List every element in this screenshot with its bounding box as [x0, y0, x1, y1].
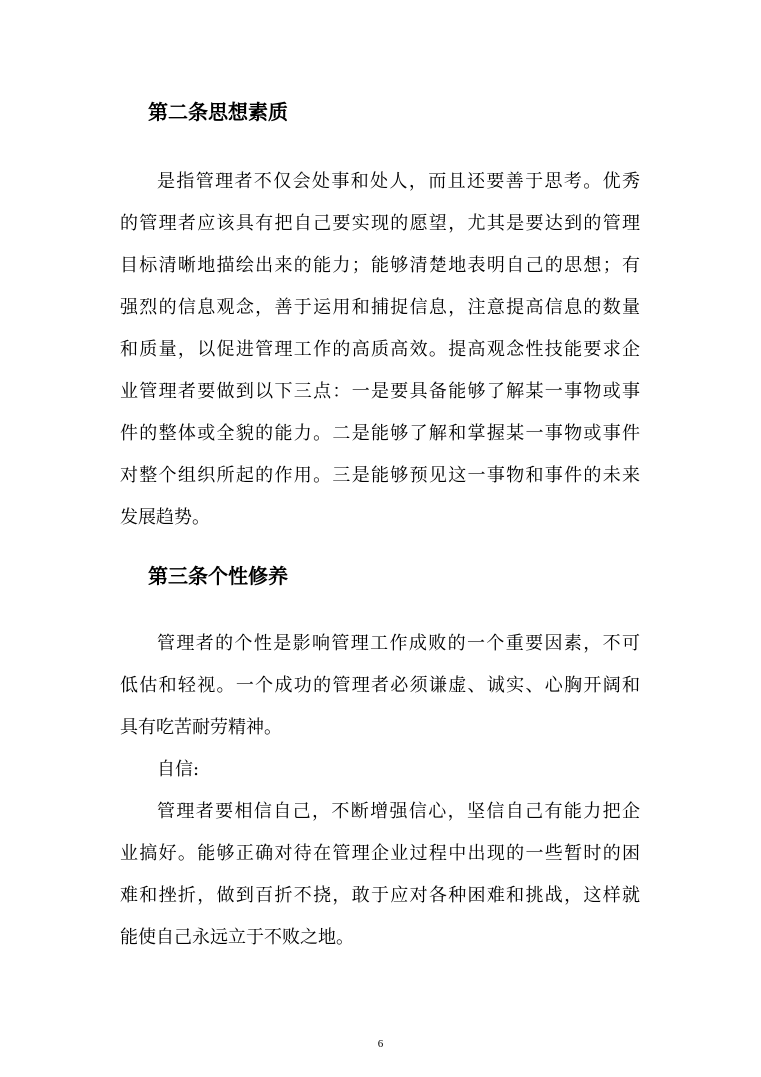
paragraph-line: 是指管理者不仅会处事和处人，而且还要善于思考。优秀 — [157, 171, 640, 192]
subheading-self-confidence: 自信: — [157, 759, 200, 780]
paragraph-line: 管理者的个性是影响管理工作成败的一个重要因素，不可 — [157, 633, 640, 654]
paragraph-line: 发展趋势。 — [120, 507, 210, 528]
paragraph-line: 和质量，以促进管理工作的高质高效。提高观念性技能要求企 — [120, 339, 640, 360]
paragraph-line: 难和挫折，做到百折不挠，敢于应对各种困难和挑战，这样就 — [120, 885, 640, 906]
paragraph-line: 能使自己永远立于不败之地。 — [120, 927, 354, 948]
paragraph-line: 的管理者应该具有把自己要实现的愿望，尤其是要达到的管理 — [120, 213, 640, 234]
paragraph-line: 件的整体或全貌的能力。二是能够了解和掌握某一事物或事件 — [120, 423, 640, 444]
page-number: 6 — [377, 1038, 384, 1050]
section-heading-thinking-quality: 第二条思想素质 — [148, 100, 288, 124]
paragraph-line: 具有吃苦耐劳精神。 — [120, 717, 282, 738]
paragraph-line: 低估和轻视。一个成功的管理者必须谦虚、诚实、心胸开阔和 — [120, 675, 640, 696]
paragraph-line: 管理者要相信自己，不断增强信心，坚信自己有能力把企 — [157, 801, 640, 822]
paragraph-line: 强烈的信息观念，善于运用和捕捉信息，注意提高信息的数量 — [120, 297, 640, 318]
paragraph-line: 业管理者要做到以下三点：一是要具备能够了解某一事物或事 — [120, 381, 640, 402]
paragraph-line: 对整个组织所起的作用。三是能够预见这一事物和事件的未来 — [120, 465, 640, 486]
paragraph-line: 业搞好。能够正确对待在管理企业过程中出现的一些暂时的困 — [120, 843, 640, 864]
section-heading-personality: 第三条个性修养 — [148, 564, 288, 588]
paragraph-line: 目标清晰地描绘出来的能力；能够清楚地表明自己的思想；有 — [120, 255, 640, 276]
